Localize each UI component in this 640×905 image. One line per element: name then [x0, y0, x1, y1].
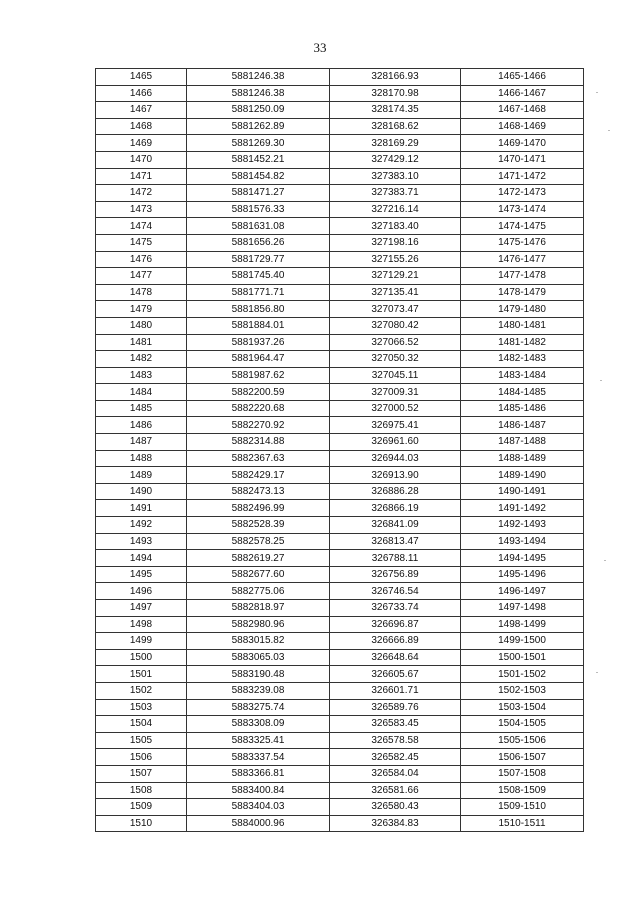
point-number-cell: 1482	[96, 351, 187, 368]
x-coordinate-cell: 5881250.09	[187, 102, 330, 119]
segment-cell: 1500-1501	[461, 649, 584, 666]
y-coordinate-cell: 326813.47	[330, 533, 461, 550]
coordinates-table	[95, 68, 584, 832]
point-number-cell: 1470	[96, 151, 187, 168]
x-coordinate-cell: 5883015.82	[187, 633, 330, 650]
segment-cell: 1476-1477	[461, 251, 584, 268]
x-coordinate-cell: 5882220.68	[187, 400, 330, 417]
x-coordinate-cell: 5883366.81	[187, 765, 330, 782]
table-row	[96, 517, 584, 534]
y-coordinate-cell: 326580.43	[330, 799, 461, 816]
point-number-cell: 1471	[96, 168, 187, 185]
y-coordinate-cell: 328168.62	[330, 118, 461, 135]
table-row	[96, 201, 584, 218]
y-coordinate-cell: 328170.98	[330, 85, 461, 102]
y-coordinate-cell: 327073.47	[330, 301, 461, 318]
table-row	[96, 600, 584, 617]
y-coordinate-cell: 327183.40	[330, 218, 461, 235]
segment-cell: 1467-1468	[461, 102, 584, 119]
segment-cell: 1491-1492	[461, 500, 584, 517]
table-row	[96, 566, 584, 583]
point-number-cell: 1488	[96, 450, 187, 467]
y-coordinate-cell: 327080.42	[330, 317, 461, 334]
x-coordinate-cell: 5881471.27	[187, 185, 330, 202]
segment-cell: 1502-1503	[461, 682, 584, 699]
point-number-cell: 1502	[96, 682, 187, 699]
table-row	[96, 334, 584, 351]
point-number-cell: 1472	[96, 185, 187, 202]
y-coordinate-cell: 327383.71	[330, 185, 461, 202]
segment-cell: 1493-1494	[461, 533, 584, 550]
table-row	[96, 550, 584, 567]
point-number-cell: 1487	[96, 434, 187, 451]
segment-cell: 1495-1496	[461, 566, 584, 583]
segment-cell: 1470-1471	[461, 151, 584, 168]
point-number-cell: 1504	[96, 716, 187, 733]
point-number-cell: 1479	[96, 301, 187, 318]
point-number-cell: 1477	[96, 268, 187, 285]
point-number-cell: 1481	[96, 334, 187, 351]
point-number-cell: 1491	[96, 500, 187, 517]
segment-cell: 1480-1481	[461, 317, 584, 334]
x-coordinate-cell: 5881656.26	[187, 234, 330, 251]
y-coordinate-cell: 326746.54	[330, 583, 461, 600]
y-coordinate-cell: 326601.71	[330, 682, 461, 699]
table-row	[96, 400, 584, 417]
point-number-cell: 1496	[96, 583, 187, 600]
point-number-cell: 1509	[96, 799, 187, 816]
table-row	[96, 467, 584, 484]
x-coordinate-cell: 5884000.96	[187, 815, 330, 832]
point-number-cell: 1466	[96, 85, 187, 102]
page-number: 33	[313, 40, 327, 55]
x-coordinate-cell: 5881454.82	[187, 168, 330, 185]
scan-speck	[596, 92, 598, 93]
segment-cell: 1466-1467	[461, 85, 584, 102]
point-number-cell: 1492	[96, 517, 187, 534]
x-coordinate-cell: 5881729.77	[187, 251, 330, 268]
segment-cell: 1469-1470	[461, 135, 584, 152]
x-coordinate-cell: 5881246.38	[187, 85, 330, 102]
segment-cell: 1488-1489	[461, 450, 584, 467]
point-number-cell: 1467	[96, 102, 187, 119]
y-coordinate-cell: 327216.14	[330, 201, 461, 218]
segment-cell: 1494-1495	[461, 550, 584, 567]
point-number-cell: 1468	[96, 118, 187, 135]
x-coordinate-cell: 5881987.62	[187, 367, 330, 384]
point-number-cell: 1494	[96, 550, 187, 567]
segment-cell: 1482-1483	[461, 351, 584, 368]
point-number-cell: 1484	[96, 384, 187, 401]
x-coordinate-cell: 5881246.38	[187, 69, 330, 86]
x-coordinate-cell: 5882578.25	[187, 533, 330, 550]
x-coordinate-cell: 5883400.84	[187, 782, 330, 799]
x-coordinate-cell: 5882775.06	[187, 583, 330, 600]
segment-cell: 1479-1480	[461, 301, 584, 318]
x-coordinate-cell: 5882818.97	[187, 600, 330, 617]
segment-cell: 1497-1498	[461, 600, 584, 617]
scan-speck	[608, 130, 610, 131]
y-coordinate-cell: 326886.28	[330, 483, 461, 500]
segment-cell: 1465-1466	[461, 69, 584, 86]
y-coordinate-cell: 326666.89	[330, 633, 461, 650]
table-row	[96, 251, 584, 268]
table-row	[96, 815, 584, 832]
point-number-cell: 1503	[96, 699, 187, 716]
x-coordinate-cell: 5882677.60	[187, 566, 330, 583]
table-row	[96, 317, 584, 334]
table-row	[96, 749, 584, 766]
y-coordinate-cell: 327429.12	[330, 151, 461, 168]
table-row	[96, 135, 584, 152]
x-coordinate-cell: 5883065.03	[187, 649, 330, 666]
y-coordinate-cell: 328166.93	[330, 69, 461, 86]
y-coordinate-cell: 326866.19	[330, 500, 461, 517]
segment-cell: 1477-1478	[461, 268, 584, 285]
y-coordinate-cell: 326975.41	[330, 417, 461, 434]
point-number-cell: 1497	[96, 600, 187, 617]
y-coordinate-cell: 327198.16	[330, 234, 461, 251]
x-coordinate-cell: 5882980.96	[187, 616, 330, 633]
table-row	[96, 583, 584, 600]
table-row	[96, 151, 584, 168]
point-number-cell: 1483	[96, 367, 187, 384]
x-coordinate-cell: 5882200.59	[187, 384, 330, 401]
segment-cell: 1474-1475	[461, 218, 584, 235]
table-row	[96, 284, 584, 301]
point-number-cell: 1505	[96, 732, 187, 749]
table-row	[96, 85, 584, 102]
table-row	[96, 649, 584, 666]
table-row	[96, 118, 584, 135]
x-coordinate-cell: 5882619.27	[187, 550, 330, 567]
table-row	[96, 483, 584, 500]
x-coordinate-cell: 5881856.80	[187, 301, 330, 318]
point-number-cell: 1500	[96, 649, 187, 666]
x-coordinate-cell: 5883325.41	[187, 732, 330, 749]
table-row	[96, 666, 584, 683]
segment-cell: 1498-1499	[461, 616, 584, 633]
segment-cell: 1483-1484	[461, 367, 584, 384]
x-coordinate-cell: 5882270.92	[187, 417, 330, 434]
segment-cell: 1481-1482	[461, 334, 584, 351]
y-coordinate-cell: 326648.64	[330, 649, 461, 666]
point-number-cell: 1476	[96, 251, 187, 268]
y-coordinate-cell: 327045.11	[330, 367, 461, 384]
x-coordinate-cell: 5883404.03	[187, 799, 330, 816]
table-row	[96, 367, 584, 384]
x-coordinate-cell: 5882528.39	[187, 517, 330, 534]
y-coordinate-cell: 327050.32	[330, 351, 461, 368]
table-body	[96, 69, 584, 832]
x-coordinate-cell: 5883275.74	[187, 699, 330, 716]
x-coordinate-cell: 5881771.71	[187, 284, 330, 301]
x-coordinate-cell: 5881269.30	[187, 135, 330, 152]
y-coordinate-cell: 326788.11	[330, 550, 461, 567]
point-number-cell: 1499	[96, 633, 187, 650]
x-coordinate-cell: 5881937.26	[187, 334, 330, 351]
segment-cell: 1475-1476	[461, 234, 584, 251]
y-coordinate-cell: 327135.41	[330, 284, 461, 301]
table-row	[96, 450, 584, 467]
segment-cell: 1505-1506	[461, 732, 584, 749]
segment-cell: 1501-1502	[461, 666, 584, 683]
y-coordinate-cell: 328174.35	[330, 102, 461, 119]
y-coordinate-cell: 326944.03	[330, 450, 461, 467]
y-coordinate-cell: 326583.45	[330, 716, 461, 733]
x-coordinate-cell: 5881262.89	[187, 118, 330, 135]
segment-cell: 1508-1509	[461, 782, 584, 799]
segment-cell: 1486-1487	[461, 417, 584, 434]
table-row	[96, 268, 584, 285]
segment-cell: 1473-1474	[461, 201, 584, 218]
x-coordinate-cell: 5883239.08	[187, 682, 330, 699]
segment-cell: 1503-1504	[461, 699, 584, 716]
point-number-cell: 1478	[96, 284, 187, 301]
table-row	[96, 69, 584, 86]
scan-speck	[596, 672, 598, 673]
segment-cell: 1490-1491	[461, 483, 584, 500]
table-row	[96, 434, 584, 451]
segment-cell: 1509-1510	[461, 799, 584, 816]
segment-cell: 1468-1469	[461, 118, 584, 135]
table-row	[96, 633, 584, 650]
y-coordinate-cell: 326384.83	[330, 815, 461, 832]
y-coordinate-cell: 326841.09	[330, 517, 461, 534]
table-row	[96, 102, 584, 119]
y-coordinate-cell: 326584.04	[330, 765, 461, 782]
table-row	[96, 417, 584, 434]
point-number-cell: 1475	[96, 234, 187, 251]
x-coordinate-cell: 5881745.40	[187, 268, 330, 285]
point-number-cell: 1510	[96, 815, 187, 832]
table-row	[96, 799, 584, 816]
y-coordinate-cell: 326582.45	[330, 749, 461, 766]
table-row	[96, 682, 584, 699]
point-number-cell: 1507	[96, 765, 187, 782]
x-coordinate-cell: 5882429.17	[187, 467, 330, 484]
x-coordinate-cell: 5883308.09	[187, 716, 330, 733]
x-coordinate-cell: 5881884.01	[187, 317, 330, 334]
y-coordinate-cell: 326581.66	[330, 782, 461, 799]
y-coordinate-cell: 327009.31	[330, 384, 461, 401]
table-row	[96, 782, 584, 799]
table-row	[96, 732, 584, 749]
segment-cell: 1499-1500	[461, 633, 584, 650]
x-coordinate-cell: 5882496.99	[187, 500, 330, 517]
table-row	[96, 500, 584, 517]
segment-cell: 1496-1497	[461, 583, 584, 600]
point-number-cell: 1508	[96, 782, 187, 799]
point-number-cell: 1469	[96, 135, 187, 152]
y-coordinate-cell: 326913.90	[330, 467, 461, 484]
point-number-cell: 1489	[96, 467, 187, 484]
y-coordinate-cell: 326961.60	[330, 434, 461, 451]
point-number-cell: 1485	[96, 400, 187, 417]
y-coordinate-cell: 327383.10	[330, 168, 461, 185]
point-number-cell: 1495	[96, 566, 187, 583]
point-number-cell: 1501	[96, 666, 187, 683]
table-row	[96, 168, 584, 185]
y-coordinate-cell: 327000.52	[330, 400, 461, 417]
table-row	[96, 765, 584, 782]
segment-cell: 1484-1485	[461, 384, 584, 401]
point-number-cell: 1506	[96, 749, 187, 766]
segment-cell: 1489-1490	[461, 467, 584, 484]
y-coordinate-cell: 326756.89	[330, 566, 461, 583]
table-row	[96, 384, 584, 401]
point-number-cell: 1473	[96, 201, 187, 218]
x-coordinate-cell: 5883190.48	[187, 666, 330, 683]
y-coordinate-cell: 327066.52	[330, 334, 461, 351]
table-row	[96, 234, 584, 251]
x-coordinate-cell: 5882367.63	[187, 450, 330, 467]
x-coordinate-cell: 5882473.13	[187, 483, 330, 500]
segment-cell: 1506-1507	[461, 749, 584, 766]
y-coordinate-cell: 326589.76	[330, 699, 461, 716]
point-number-cell: 1480	[96, 317, 187, 334]
table-row	[96, 699, 584, 716]
x-coordinate-cell: 5881631.08	[187, 218, 330, 235]
table-row	[96, 218, 584, 235]
y-coordinate-cell: 326696.87	[330, 616, 461, 633]
point-number-cell: 1493	[96, 533, 187, 550]
x-coordinate-cell: 5882314.88	[187, 434, 330, 451]
segment-cell: 1478-1479	[461, 284, 584, 301]
table-row	[96, 716, 584, 733]
y-coordinate-cell: 326578.58	[330, 732, 461, 749]
table-row	[96, 616, 584, 633]
x-coordinate-cell: 5883337.54	[187, 749, 330, 766]
x-coordinate-cell: 5881576.33	[187, 201, 330, 218]
y-coordinate-cell: 328169.29	[330, 135, 461, 152]
y-coordinate-cell: 326605.67	[330, 666, 461, 683]
point-number-cell: 1486	[96, 417, 187, 434]
segment-cell: 1504-1505	[461, 716, 584, 733]
segment-cell: 1492-1493	[461, 517, 584, 534]
table-row	[96, 533, 584, 550]
segment-cell: 1487-1488	[461, 434, 584, 451]
y-coordinate-cell: 327155.26	[330, 251, 461, 268]
scan-speck	[604, 560, 606, 561]
point-number-cell: 1490	[96, 483, 187, 500]
point-number-cell: 1465	[96, 69, 187, 86]
y-coordinate-cell: 327129.21	[330, 268, 461, 285]
scan-speck	[600, 380, 602, 381]
segment-cell: 1510-1511	[461, 815, 584, 832]
table-row	[96, 185, 584, 202]
point-number-cell: 1474	[96, 218, 187, 235]
x-coordinate-cell: 5881452.21	[187, 151, 330, 168]
y-coordinate-cell: 326733.74	[330, 600, 461, 617]
segment-cell: 1471-1472	[461, 168, 584, 185]
segment-cell: 1507-1508	[461, 765, 584, 782]
table-row	[96, 351, 584, 368]
segment-cell: 1485-1486	[461, 400, 584, 417]
point-number-cell: 1498	[96, 616, 187, 633]
segment-cell: 1472-1473	[461, 185, 584, 202]
table-row	[96, 301, 584, 318]
x-coordinate-cell: 5881964.47	[187, 351, 330, 368]
